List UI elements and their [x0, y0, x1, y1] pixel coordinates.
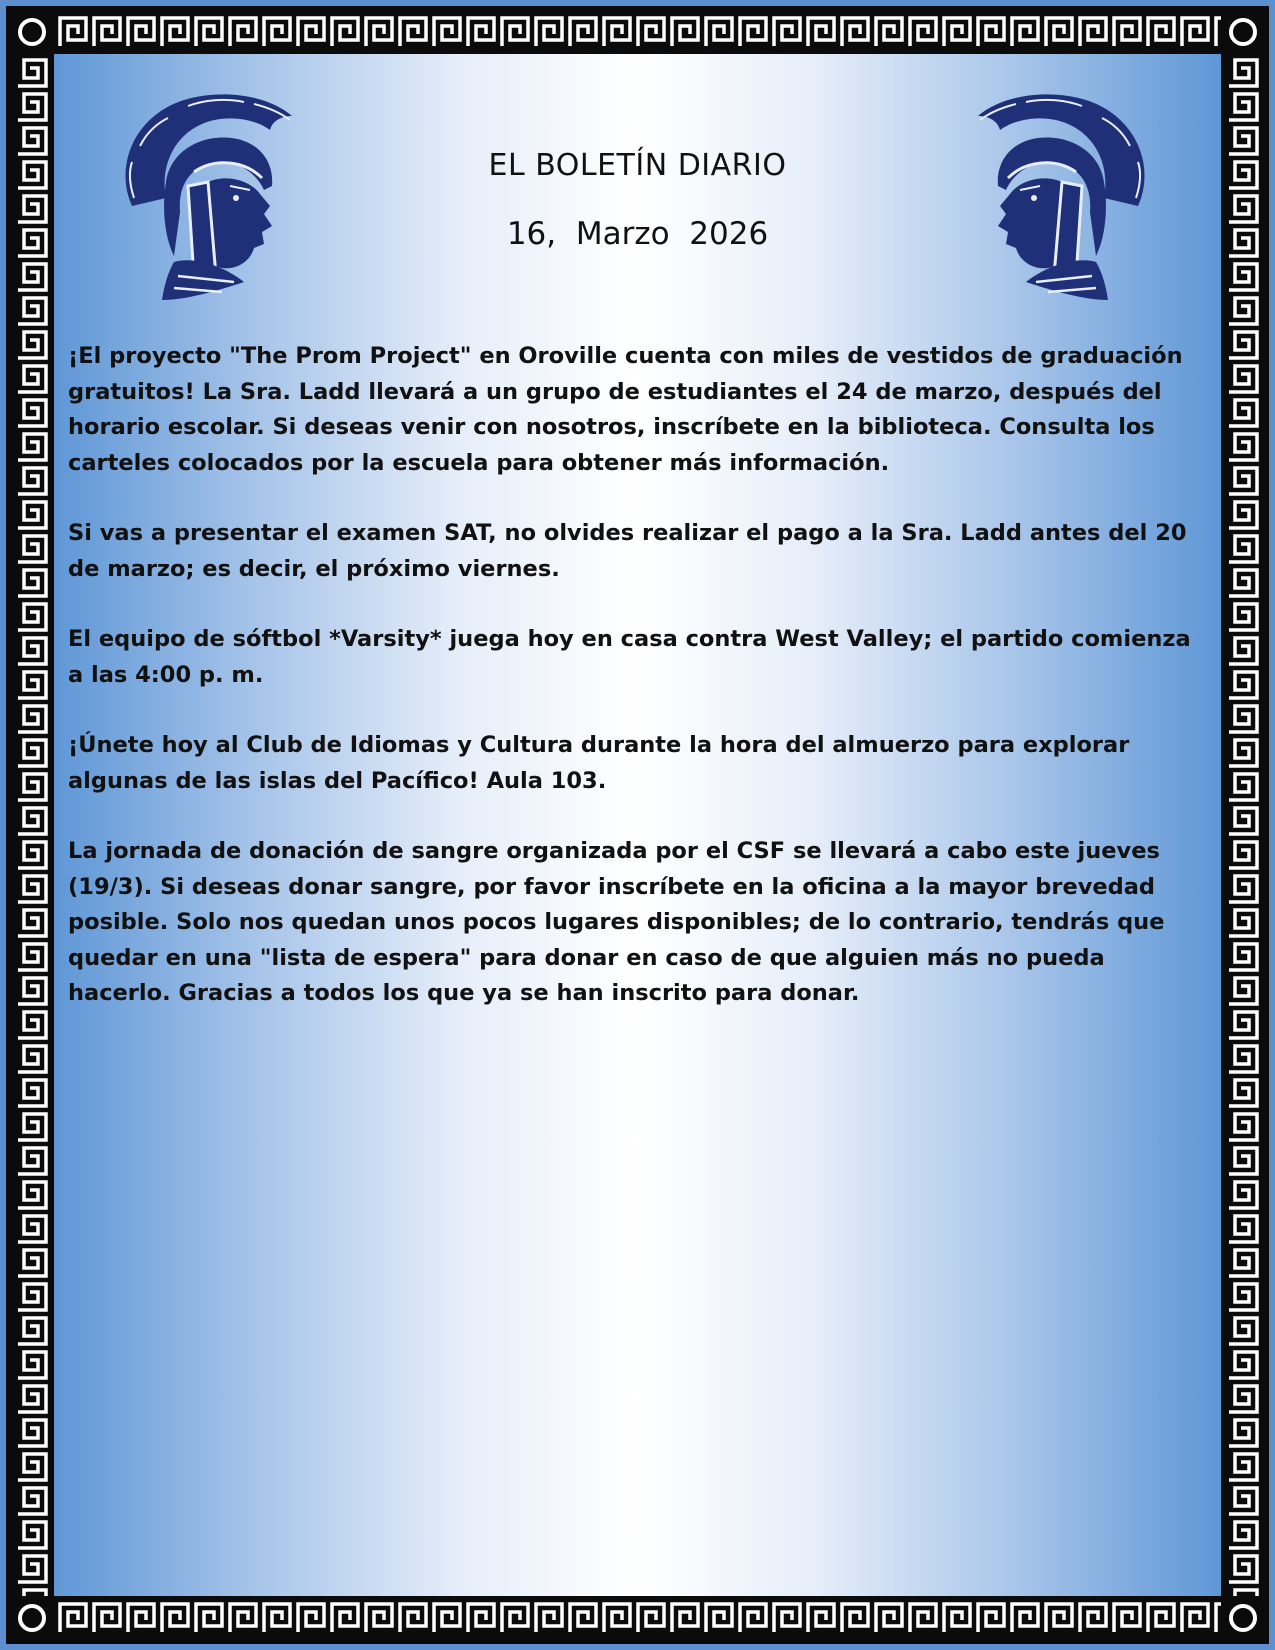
page-title: EL BOLETÍN DIARIO: [488, 148, 787, 183]
announcement-list: [68, 339, 1202, 1047]
trojan-helmet-icon: [104, 86, 304, 306]
bulletin-date: 16, Marzo 2026: [506, 216, 769, 252]
announcement-prom-project: ¡El proyecto "The Prom Project" en Oroville cuenta con miles de vestidos de graduación gratuitos! La Sra. Ladd llevará a un grupo de estudiantes el 24 de marzo, después del horario escolar. Si deseas venir con nosotros, inscríbete en la biblioteca. Consulta los carteles colocados por la escuela para obtener más información.: [68, 343, 1183, 476]
trojan-helmet-icon: [966, 86, 1166, 306]
announcement-sat-payment: Si vas a presentar el examen SAT, no olvides realizar el pago a la Sra. Ladd antes del 20 de marzo; es decir, el próximo viernes.: [68, 520, 1187, 582]
bulletin-content: [54, 54, 1221, 1596]
announcement-language-club: ¡Únete hoy al Club de Idiomas y Cultura durante la hora del almuerzo para explorar algunas de las islas del Pacífico! Aula 103.: [68, 732, 1130, 794]
announcement-blood-drive: La jornada de donación de sangre organizada por el CSF se llevará a cabo este jueves (19/3). Si deseas donar sangre, por favor inscríbete en la oficina a la mayor brevedad posible. Solo nos quedan unos pocos lugares disponibles; de lo contrario, tendrás que quedar en una "lista de espera" para donar en caso de que alguien más no pueda hacerlo. Gracias a todos los que ya se han inscrito para donar.: [68, 838, 1165, 1006]
announcement-softball-game: El equipo de sóftbol *Varsity* juega hoy en casa contra West Valley; el partido comienza a las 4:00 p. m.: [68, 626, 1191, 688]
